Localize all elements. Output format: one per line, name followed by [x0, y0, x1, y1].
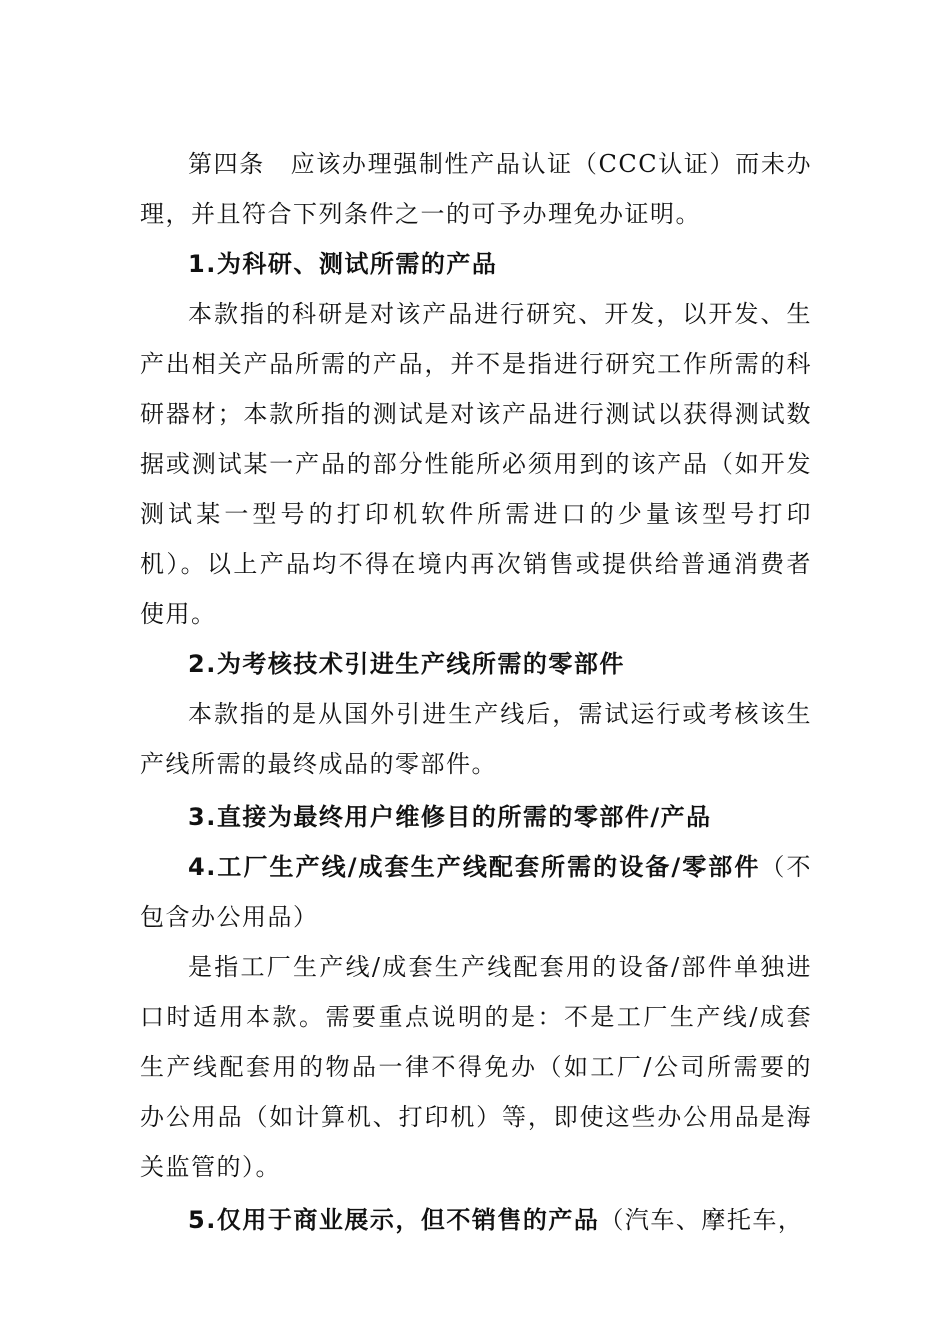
document-body — [140, 139, 812, 1245]
section-2-heading: 2.为考核技术引进生产线所需的零部件 — [188, 650, 625, 678]
section-1-body: 本款指的科研是对该产品进行研究、开发，以开发、生产出相关产品所需的产品，并不是指进行研究工作所需的科研器材；本款所指的测试是对该产品进行测试以获得测试数据或测试某一产品的部分性能所必须用到的该产品（如开发测试某一型号的打印机软件所需进口的少量该型号打印机）。以上产品均不得在境内再次销售或提供给普通消费者使用。 — [140, 300, 812, 628]
section-1-heading-line — [140, 239, 812, 289]
section-5-suffix: （汽车、摩托车， — [599, 1206, 804, 1234]
section-5-heading: 5.仅用于商业展示，但不销售的产品 — [188, 1206, 600, 1234]
article-title: 第四条 — [188, 150, 265, 178]
section-3-heading-line — [140, 792, 812, 842]
section-4-suffix: （不包含办公用品） — [140, 853, 812, 931]
section-2-heading-line — [140, 639, 812, 689]
section-4-body: 是指工厂生产线/成套生产线配套用的设备/部件单独进口时适用本款。需要重点说明的是：不是工厂生产线/成套生产线配套用的物品一律不得免办（如工厂/公司所需要的办公用品（如计算机、打印机）等，即使这些办公用品是海关监管的）。 — [140, 953, 812, 1181]
section-1-heading: 1.为科研、测试所需的产品 — [188, 250, 498, 278]
article-body: 应该办理强制性产品认证（CCC认证）而未办理，并且符合下列条件之一的可予办理免办证明。 — [140, 150, 813, 228]
section-3-heading: 3.直接为最终用户维修目的所需的零部件/产品 — [188, 803, 712, 831]
section-4-heading: 4.工厂生产线/成套生产线配套所需的设备/零部件 — [188, 853, 761, 881]
article-paragraph — [140, 139, 812, 239]
section-4-heading-line — [140, 842, 812, 942]
section-2-body: 本款指的是从国外引进生产线后，需试运行或考核该生产线所需的最终成品的零部件。 — [140, 700, 812, 778]
section-5-heading-line — [140, 1195, 812, 1245]
